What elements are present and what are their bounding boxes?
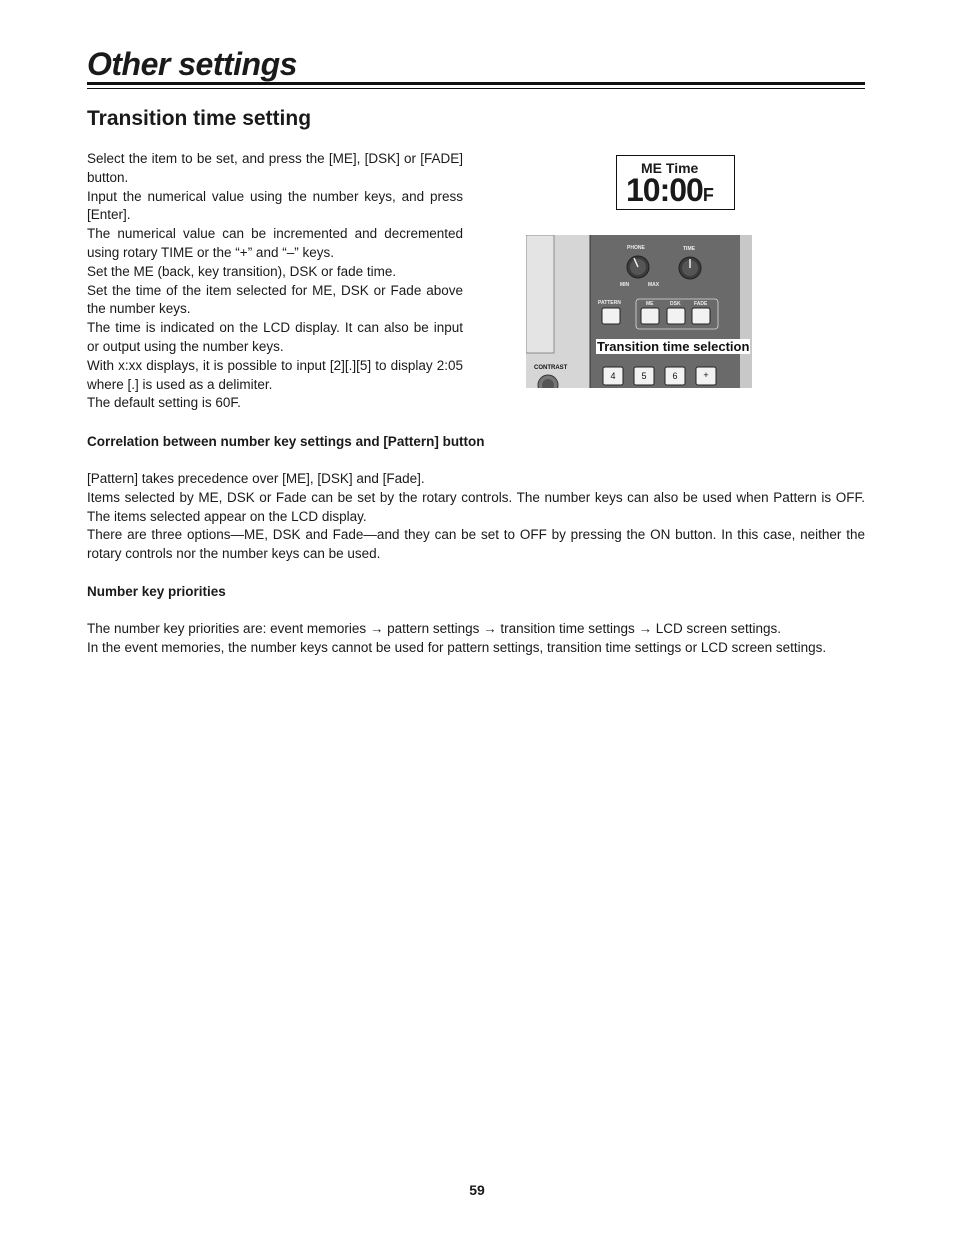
intro-paragraph: Set the ME (back, key transition), DSK or fade time. <box>87 263 397 279</box>
intro-paragraph: Set the time of the item selected for ME, DSK or Fade above the number keys. <box>87 282 463 317</box>
page-number: 59 <box>469 1182 485 1198</box>
lcd-label: ME Time <box>641 160 699 176</box>
intro-paragraph: The time is indicated on the LCD display. It can also be input or output using the number keys. <box>87 320 463 354</box>
priorities-paragraph: The number key priorities are: event memories → pattern settings → transition time settings → LCD screen settings. <box>87 621 782 636</box>
priorities-paragraph: In the event memories, the number keys cannot be used for pattern settings, transition time settings or LCD screen settings. <box>87 639 827 655</box>
lcd-time-value: 10:00 <box>626 172 703 208</box>
fade-label: FADE <box>694 301 708 307</box>
plus-key: + <box>703 370 709 380</box>
lcd-unit: F <box>702 185 714 205</box>
correlation-heading: Correlation between number key settings and [Pattern] button <box>87 434 485 449</box>
number-key-6: 6 <box>672 371 678 381</box>
correlation-paragraph: Items selected by ME, DSK or Fade can be set by the rotary controls. The number keys can also be used when Pattern is OFF. The items selected appear on the LCD display. <box>87 489 865 524</box>
transition-time-callout: Transition time selection <box>597 339 750 354</box>
intro-paragraph: The numerical value can be incremented and decremented using rotary TIME or the “+” and “–” keys. <box>87 226 463 260</box>
max-label: MAX <box>648 282 660 288</box>
page-title: Other settings <box>87 46 297 82</box>
correlation-paragraph: There are three options—ME, DSK and Fade—and they can be set to OFF by pressing the ON button. In this case, neither the rotary controls nor the number keys can be used. <box>87 527 865 562</box>
intro-paragraph: Input the numerical value using the number keys, and press [Enter]. <box>87 188 463 223</box>
intro-paragraph: With x:xx displays, it is possible to input [2][.][5] to display 2:05 where [.] is used as a delimiter. <box>87 357 463 392</box>
min-label: MIN <box>620 282 630 288</box>
intro-text <box>87 150 463 413</box>
priorities-heading: Number key priorities <box>87 584 226 599</box>
lcd-display <box>616 155 735 210</box>
title-rule-thin <box>87 88 865 89</box>
phone-label: PHONE <box>627 245 645 251</box>
intro-paragraph: The default setting is 60F. <box>87 395 241 411</box>
correlation-text <box>87 470 865 564</box>
dsk-label: DSK <box>670 301 681 307</box>
intro-paragraph: Select the item to be set, and press the [ME], [DSK] or [FADE] button. <box>87 151 463 185</box>
contrast-label: CONTRAST <box>534 365 568 371</box>
number-key-5: 5 <box>641 371 647 381</box>
lcd-value <box>626 172 714 213</box>
me-label: ME <box>646 301 654 307</box>
pattern-label: PATTERN <box>598 300 621 306</box>
control-panel-illustration <box>526 235 752 388</box>
time-label: TIME <box>683 246 695 252</box>
correlation-paragraph: [Pattern] takes precedence over [ME], [DSK] and [Fade]. <box>87 471 425 486</box>
section-title: Transition time setting <box>87 107 312 130</box>
title-rule <box>87 82 865 85</box>
priorities-text <box>87 620 865 658</box>
number-key-4: 4 <box>610 371 616 381</box>
